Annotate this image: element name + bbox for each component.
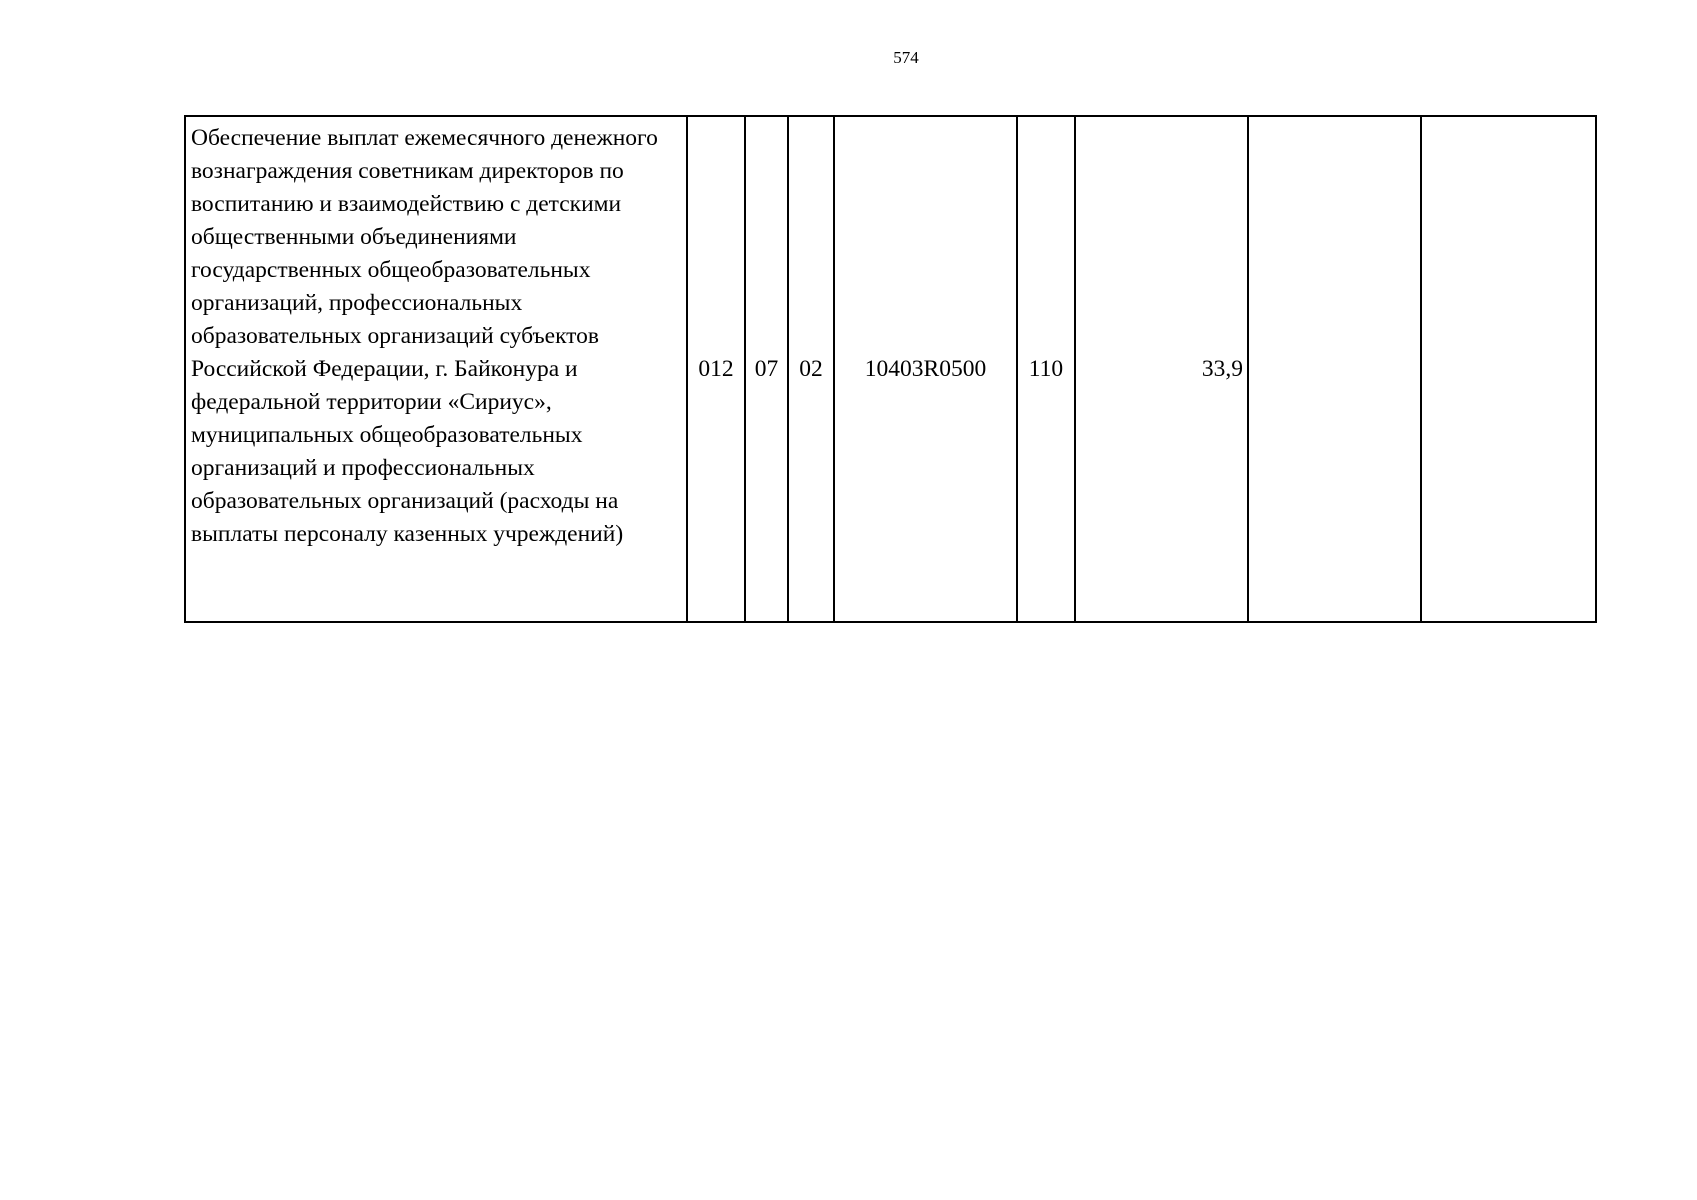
expense-name-cell: Обеспечение выплат ежемесячного денежного вознаграждения советникам директоров по воспитанию и взаимодействию с детскими общественными объединениями государственных общеобразовательных организаций, профессиональных образовательных организаций субъектов Российской Федерации, г. Байконура и федеральной территории «Сириус», муниципальных общеобразовательных организаций и профессиональных образовательных организаций (расходы на выплаты персоналу казенных учреждений) [185, 116, 687, 622]
amount-cell-3 [1421, 116, 1596, 622]
section-code-cell: 07 [745, 116, 788, 622]
grbs-code-cell: 012 [687, 116, 745, 622]
amount-cell-1: 33,9 [1075, 116, 1248, 622]
budget-table [184, 115, 1597, 623]
expense-type-code-cell: 110 [1017, 116, 1075, 622]
target-article-code-cell: 10403R0500 [834, 116, 1017, 622]
amount-cell-2 [1248, 116, 1421, 622]
page-number: 574 [893, 48, 919, 67]
table-row [185, 116, 1596, 622]
subsection-code-cell: 02 [788, 116, 834, 622]
